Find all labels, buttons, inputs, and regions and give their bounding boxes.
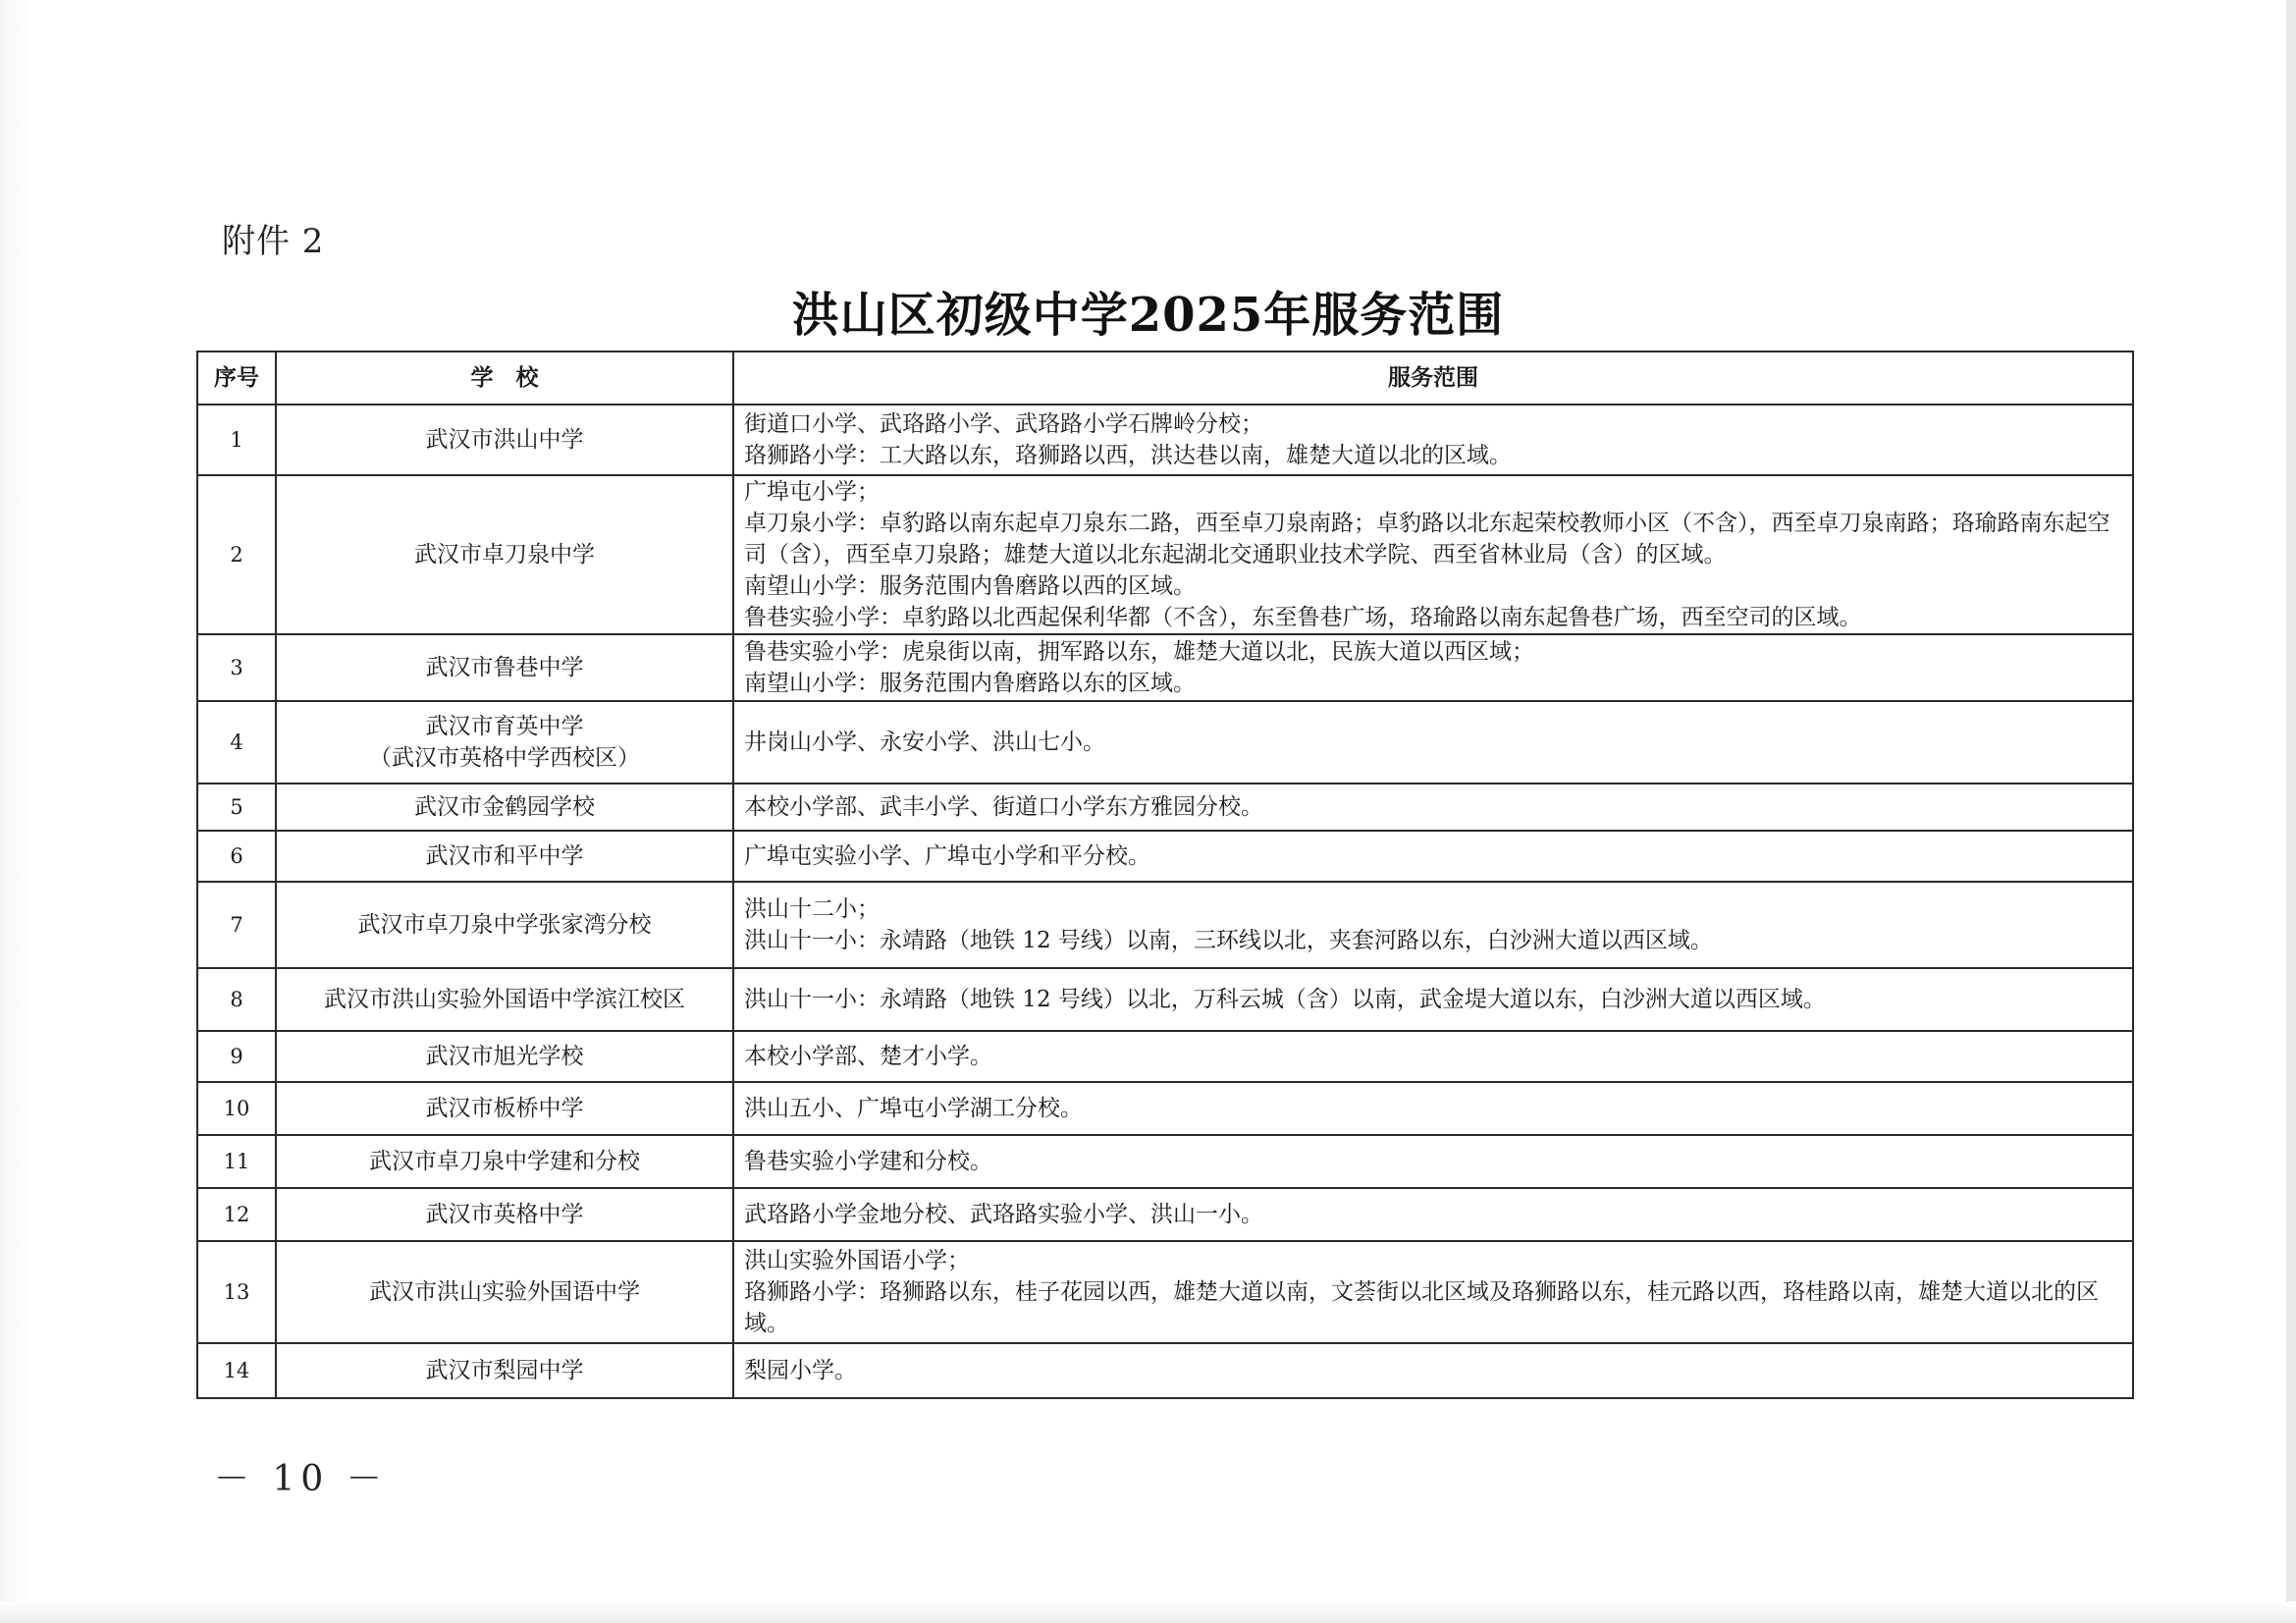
- table-row: [197, 1188, 2133, 1241]
- header-number: 序号: [197, 352, 276, 405]
- service-scope-cell: [733, 1082, 2133, 1135]
- table-body: [197, 405, 2133, 1398]
- school-name-line: 武汉市洪山实验外国语中学滨江校区: [324, 987, 685, 1012]
- school-name-line: 武汉市卓刀泉中学张家湾分校: [357, 912, 652, 938]
- service-scope-line: 洪山十一小：永靖路（地铁 12 号线）以南，三环线以北，夹套河路以东，白沙洲大道以西区域。: [744, 928, 1713, 953]
- service-scope-table: [196, 351, 2134, 1399]
- service-scope-line: 鲁巷实验小学建和分校。: [744, 1149, 992, 1174]
- table-row: [197, 968, 2133, 1031]
- school-name-line: 武汉市旭光学校: [425, 1044, 584, 1069]
- school-name-cell: [276, 1343, 733, 1398]
- row-number: 8: [197, 968, 276, 1031]
- service-scope-cell: [733, 831, 2133, 882]
- service-scope-line: 洪山十一小：永靖路（地铁 12 号线）以北，万科云城（含）以南，武金堤大道以东，白沙洲大道以西区域。: [744, 987, 1826, 1012]
- header-school: 学 校: [276, 352, 733, 405]
- school-name-cell: [276, 882, 733, 968]
- school-name-line: 武汉市板桥中学: [425, 1096, 584, 1121]
- row-number: 14: [197, 1343, 276, 1398]
- school-name-line: 武汉市梨园中学: [425, 1358, 584, 1383]
- school-name-line: 武汉市金鹤园学校: [414, 794, 595, 820]
- service-scope-line: 南望山小学：服务范围内鲁磨路以西的区域。: [744, 573, 1196, 599]
- service-scope-line: 广埠屯实验小学、广埠屯小学和平分校。: [744, 843, 1150, 869]
- table-row: [197, 882, 2133, 968]
- service-scope-cell: [733, 475, 2133, 634]
- service-scope-line: 本校小学部、武丰小学、街道口小学东方雅园分校。: [744, 794, 1263, 820]
- service-scope-line: 洪山五小、广埠屯小学湖工分校。: [744, 1096, 1083, 1121]
- school-name-line: （武汉市英格中学西校区）: [369, 745, 640, 771]
- school-name-line: 武汉市卓刀泉中学建和分校: [369, 1149, 640, 1174]
- service-scope-cell: [733, 634, 2133, 701]
- table-row: [197, 634, 2133, 701]
- table-row: [197, 784, 2133, 831]
- table-row: [197, 1031, 2133, 1082]
- service-scope-line: 梨园小学。: [744, 1358, 857, 1383]
- service-scope-line: 洪山实验外国语小学；: [744, 1248, 970, 1273]
- school-name-cell: [276, 405, 733, 475]
- service-scope-cell: [733, 405, 2133, 475]
- service-scope-line: 鲁巷实验小学：卓豹路以北西起保利华都（不含），东至鲁巷广场，珞瑜路以南东起鲁巷广场，西至空司的区域。: [744, 605, 1862, 630]
- scan-shadow-right: [2286, 0, 2296, 1623]
- scan-shadow-left: [0, 0, 31, 1623]
- table-row: [197, 475, 2133, 634]
- school-name-line: 武汉市卓刀泉中学: [414, 542, 595, 568]
- row-number: 9: [197, 1031, 276, 1082]
- school-name-cell: [276, 784, 733, 831]
- table-row: [197, 405, 2133, 475]
- school-name-cell: [276, 831, 733, 882]
- school-name-cell: [276, 1031, 733, 1082]
- school-name-cell: [276, 1082, 733, 1135]
- row-number: 12: [197, 1188, 276, 1241]
- school-name-line: 武汉市英格中学: [425, 1202, 584, 1227]
- row-number: 11: [197, 1135, 276, 1188]
- table-row: [197, 1135, 2133, 1188]
- school-name-line: 武汉市洪山中学: [425, 427, 584, 453]
- row-number: 3: [197, 634, 276, 701]
- table-row: [197, 831, 2133, 882]
- row-number: 10: [197, 1082, 276, 1135]
- table-row: [197, 701, 2133, 784]
- service-scope-line: 卓刀泉小学：卓豹路以南东起卓刀泉东二路，西至卓刀泉南路；卓豹路以北东起荣校教师小区（不含），西至卓刀泉南路；珞瑜路南东起空司（含），西至卓刀泉路；雄楚大道以北东起湖北交通职业技术学院、西至省林业局（含）的区域。: [744, 511, 2110, 568]
- school-name-cell: [276, 1241, 733, 1343]
- school-name-line: 武汉市鲁巷中学: [425, 655, 584, 680]
- row-number: 5: [197, 784, 276, 831]
- service-scope-line: 街道口小学、武珞路小学、武珞路小学石牌岭分校；: [744, 411, 1263, 437]
- service-scope-cell: [733, 1188, 2133, 1241]
- document-title: 洪山区初级中学2025年服务范围: [791, 288, 1505, 343]
- table-row: [197, 1082, 2133, 1135]
- service-scope-line: 本校小学部、楚才小学。: [744, 1044, 992, 1069]
- school-name-cell: [276, 701, 733, 784]
- service-scope-line: 珞狮路小学：工大路以东，珞狮路以西，洪达巷以南，雄楚大道以北的区域。: [744, 443, 1512, 468]
- school-name-cell: [276, 968, 733, 1031]
- page-number: － 10 －: [214, 1459, 388, 1499]
- school-name-line: 武汉市洪山实验外国语中学: [369, 1279, 640, 1305]
- service-scope-line: 武珞路小学金地分校、武珞路实验小学、洪山一小。: [744, 1202, 1263, 1227]
- service-scope-line: 洪山十二小；: [744, 896, 880, 922]
- school-name-cell: [276, 1188, 733, 1241]
- service-scope-cell: [733, 701, 2133, 784]
- school-name-cell: [276, 475, 733, 634]
- school-name-line: 武汉市育英中学: [425, 714, 584, 739]
- header-scope: 服务范围: [733, 352, 2133, 405]
- row-number: 7: [197, 882, 276, 968]
- service-scope-line: 南望山小学：服务范围内鲁磨路以东的区域。: [744, 671, 1196, 696]
- service-scope-cell: [733, 784, 2133, 831]
- service-scope-line: 井岗山小学、永安小学、洪山七小。: [744, 730, 1105, 755]
- service-scope-line: 鲁巷实验小学：虎泉街以南，拥军路以东，雄楚大道以北，民族大道以西区域；: [744, 639, 1534, 665]
- row-number: 6: [197, 831, 276, 882]
- table-row: [197, 1241, 2133, 1343]
- table-header-row: [197, 352, 2133, 405]
- school-name-cell: [276, 634, 733, 701]
- service-scope-cell: [733, 1031, 2133, 1082]
- service-scope-line: 珞狮路小学：珞狮路以东，桂子花园以西，雄楚大道以南，文荟街以北区域及珞狮路以东，桂元路以西，珞桂路以南，雄楚大道以北的区域。: [744, 1279, 2099, 1336]
- service-scope-cell: [733, 1135, 2133, 1188]
- service-scope-cell: [733, 968, 2133, 1031]
- service-scope-cell: [733, 1343, 2133, 1398]
- table-row: [197, 1343, 2133, 1398]
- scan-shadow-bottom: [0, 1601, 2296, 1623]
- row-number: 2: [197, 475, 276, 634]
- row-number: 1: [197, 405, 276, 475]
- school-name-line: 武汉市和平中学: [425, 843, 584, 869]
- row-number: 4: [197, 701, 276, 784]
- school-name-cell: [276, 1135, 733, 1188]
- service-scope-cell: [733, 882, 2133, 968]
- row-number: 13: [197, 1241, 276, 1343]
- attachment-label: 附件 2: [222, 222, 325, 261]
- service-scope-cell: [733, 1241, 2133, 1343]
- service-scope-line: 广埠屯小学；: [744, 479, 880, 505]
